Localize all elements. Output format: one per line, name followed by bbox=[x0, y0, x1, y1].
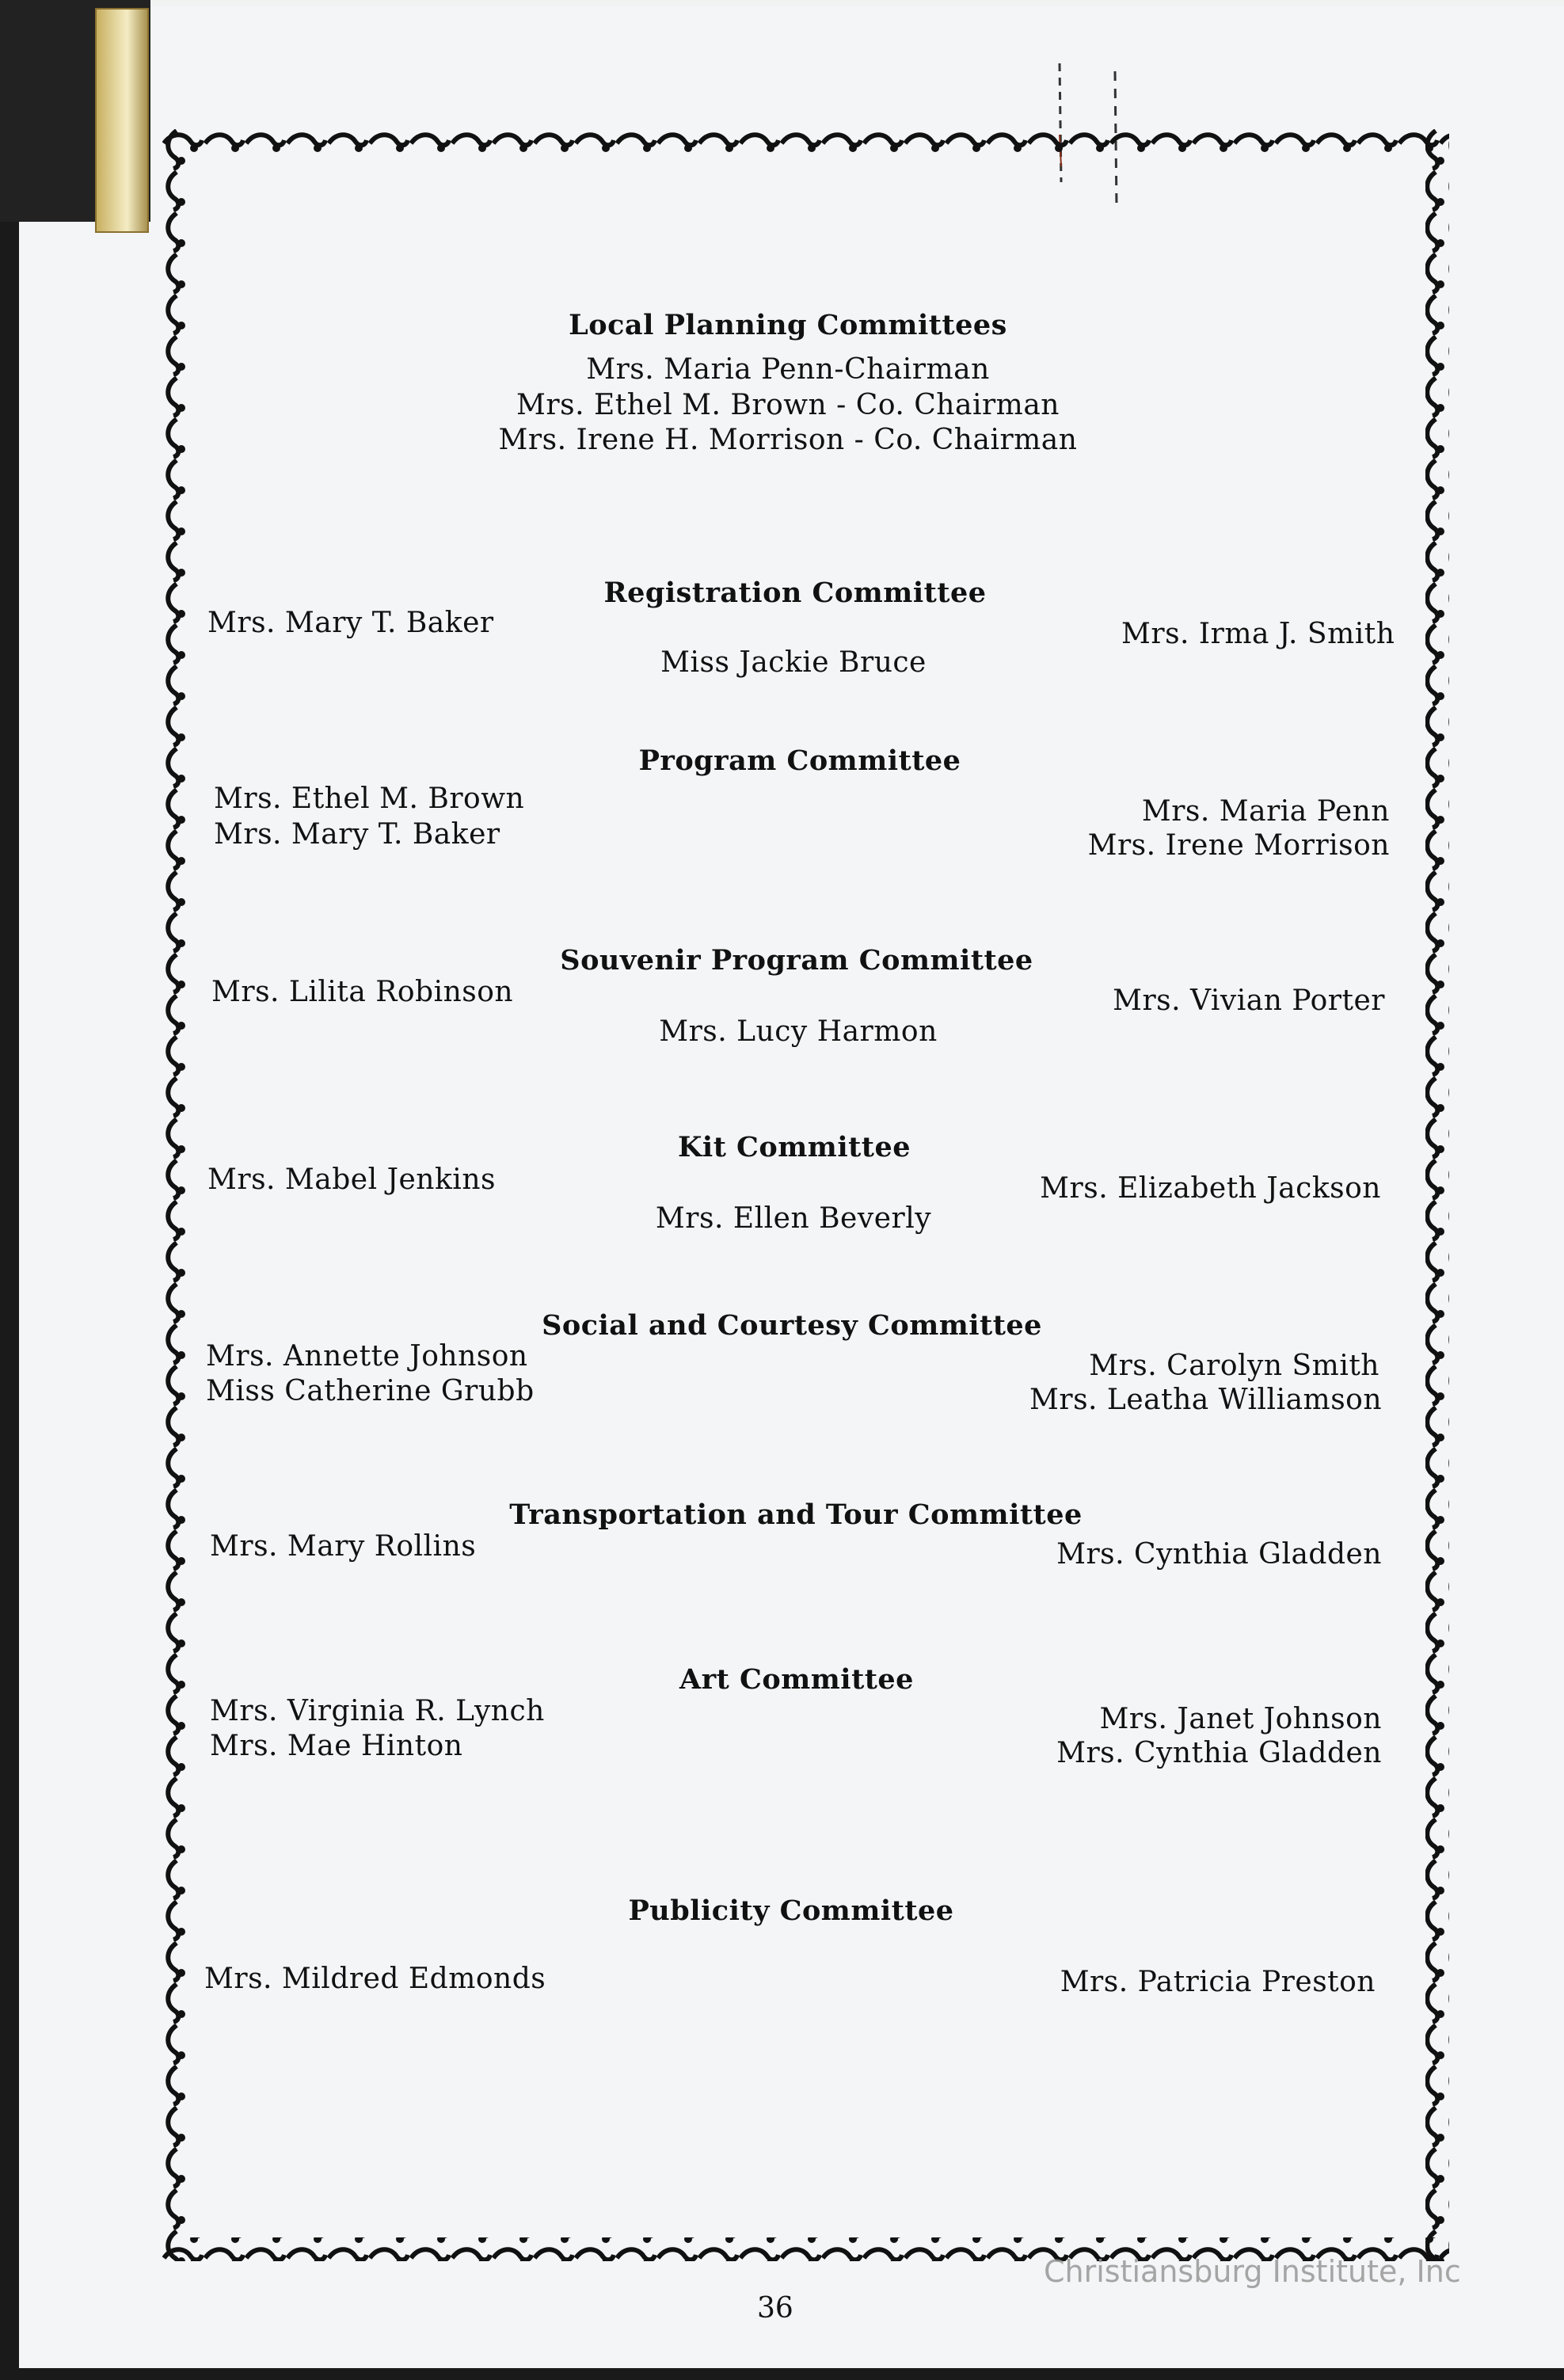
committee-member-center: Mrs. Ellen Beverly bbox=[655, 1202, 932, 1235]
committee-member-left: Mrs. Mary T. Baker bbox=[214, 818, 500, 851]
binding-tab bbox=[95, 8, 149, 233]
committee-member-left: Mrs. Mabel Jenkins bbox=[207, 1163, 496, 1196]
committee-member-right: Mrs. Carolyn Smith bbox=[1089, 1350, 1379, 1382]
local-planning-heading: Local Planning Committees bbox=[569, 309, 1007, 341]
committee-heading: Souvenir Program Committee bbox=[560, 944, 1033, 977]
committee-member-right: Mrs. Cynthia Gladden bbox=[1056, 1737, 1382, 1769]
committee-member-right: Mrs. Vivian Porter bbox=[1113, 984, 1385, 1017]
committee-member-left: Mrs. Virginia R. Lynch bbox=[210, 1695, 545, 1727]
committee-member-right: Mrs. Maria Penn bbox=[1141, 795, 1390, 828]
committee-member-left: Mrs. Mae Hinton bbox=[210, 1730, 463, 1762]
committee-member-center: Mrs. Lucy Harmon bbox=[659, 1015, 938, 1048]
committee-member-left: Mrs. Mildred Edmonds bbox=[204, 1963, 546, 1995]
committee-member-right: Mrs. Patricia Preston bbox=[1060, 1966, 1376, 1998]
committee-member-right: Mrs. Irma J. Smith bbox=[1121, 618, 1395, 650]
committee-member-right: Mrs. Elizabeth Jackson bbox=[1040, 1172, 1381, 1205]
committee-member-left: Mrs. Lilita Robinson bbox=[211, 976, 514, 1008]
page-number: 36 bbox=[757, 2292, 793, 2325]
page-bottom-shadow bbox=[0, 2368, 1564, 2380]
committee-member-left: Mrs. Ethel M. Brown bbox=[214, 783, 525, 815]
committee-heading: Art Committee bbox=[679, 1663, 914, 1696]
committee-member-left: Mrs. Mary Rollins bbox=[210, 1530, 477, 1563]
committee-member-right: Mrs. Leatha Williamson bbox=[1029, 1384, 1383, 1416]
committee-heading: Social and Courtesy Committee bbox=[542, 1309, 1042, 1342]
local-planning-line: Mrs. Irene H. Morrison - Co. Chairman bbox=[498, 424, 1078, 456]
committee-member-right: Mrs. Janet Johnson bbox=[1099, 1703, 1382, 1735]
committee-member-left: Miss Catherine Grubb bbox=[206, 1375, 535, 1407]
committee-heading: Registration Committee bbox=[603, 577, 987, 609]
committee-member-center: Miss Jackie Bruce bbox=[660, 646, 927, 679]
watermark: Christiansburg Institute, Inc bbox=[1044, 2254, 1461, 2289]
committee-heading: Kit Committee bbox=[677, 1131, 911, 1163]
committee-heading: Publicity Committee bbox=[628, 1894, 954, 1927]
committee-heading: Program Committee bbox=[638, 744, 961, 777]
page-edge-shadow bbox=[0, 0, 19, 2380]
local-planning-line: Mrs. Maria Penn-Chairman bbox=[586, 353, 990, 386]
committee-member-right: Mrs. Irene Morrison bbox=[1087, 829, 1390, 862]
committee-member-left: Mrs. Mary T. Baker bbox=[207, 607, 494, 639]
committee-member-right: Mrs. Cynthia Gladden bbox=[1056, 1538, 1382, 1571]
committee-member-left: Mrs. Annette Johnson bbox=[206, 1340, 528, 1373]
committee-heading: Transportation and Tour Committee bbox=[509, 1498, 1083, 1531]
local-planning-line: Mrs. Ethel M. Brown - Co. Chairman bbox=[516, 389, 1060, 421]
